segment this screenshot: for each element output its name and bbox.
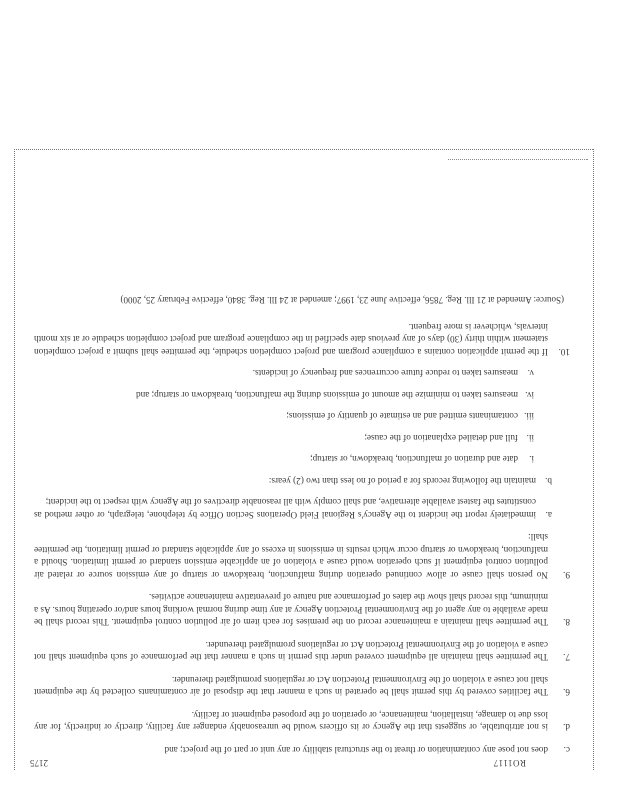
- item-text: does not pose any contamination or threat to the structural stability or any unit or part of the project; and: [164, 745, 548, 755]
- document-body: [34, 295, 570, 757]
- sub-item-number: a.: [545, 510, 552, 520]
- divider: [448, 159, 588, 160]
- item-number: c.: [563, 745, 570, 755]
- list-item: [34, 709, 570, 734]
- sub-item-text: measures taken to minimize the amount of emissions during the malfunction, breakdown or startup; and: [136, 390, 518, 400]
- item-text: No person shall cause or allow continued operation during malfunction, breakdown or startup of any emission source or related air pollution control equipment if such operation would cause a violation of an applicable emission standard or permit limitation. Should a malfunction, breakdown or startup occur which results in emissions in excess of any applicable standard or permit limitation, the permittee shall:: [34, 532, 548, 580]
- sub-item-text: maintain the following records for a period of no less than two (2) years:: [268, 476, 536, 486]
- page-number: 2175: [30, 758, 48, 768]
- sub-item-number: ii.: [526, 433, 534, 443]
- list-item: [34, 591, 570, 629]
- sub-item-number: iii.: [524, 411, 534, 422]
- item-text: If the permit application contains a compliance program and project completion schedule, the permittee shall submit a project completion statement within thirty (30) days of any previous date specified in the compliance program and project completion schedule or at six month intervals, whichever is more frequent.: [34, 322, 548, 357]
- item-number: 9.: [563, 570, 570, 580]
- sub-item-number: b.: [545, 476, 552, 486]
- sub-item: [34, 389, 534, 402]
- sub-item: [34, 432, 534, 445]
- sub-item: [34, 367, 534, 380]
- sub-item: [34, 453, 534, 466]
- page-header-code: RO1117: [493, 758, 526, 768]
- item-text: The facilities covered by this permit shall be operated in such a manner that the disposal of air contaminants collected by the equipment shall not cause a violation of the Environmental Protection Act or regulations promulgated thereunder.: [34, 675, 548, 698]
- item-number: 7.: [563, 652, 570, 663]
- list-item: [34, 674, 570, 699]
- sub-item: [34, 475, 552, 488]
- item-number: 10.: [558, 347, 570, 357]
- sub-item-number: v.: [527, 368, 534, 379]
- sub-item-text: date and duration of malfunction, breakdown, or startup;: [310, 454, 518, 465]
- sub-item-number: i.: [529, 454, 534, 465]
- item-number: 6.: [563, 687, 570, 698]
- list-item: [34, 321, 570, 359]
- item-text: The permittee shall maintain a maintenance record on the premises for each item of air pollution control equipment. This record shall be made available to any agent of the Environmental Protection Agency at any time during normal working hours and/or operating hours. As a minimum, this record shall show the dates of performance and nature of preventative maintenance activities.: [34, 592, 548, 628]
- sub-item: [34, 410, 534, 423]
- item-text: The permittee shall maintain all equipment covered under this permit in such a manner that the performance of such equipment shall not cause a violation of the Environmental Protection Act or regulations promulgated thereunder.: [34, 640, 548, 663]
- sub-item-number: iv.: [525, 390, 534, 400]
- item-text: is not attributable, or suggests that the Agency or its officers would be unreasonably endanger any facility, directly or indirectly, for any loss due to damage, installation, maintenance, or operation of the proposed equipment or facility.: [34, 710, 548, 733]
- sub-item-text: contaminants emitted and an estimate of quantity of emissions;: [286, 411, 518, 422]
- list-item: [34, 639, 570, 664]
- list-item: [34, 744, 570, 757]
- item-number: 8.: [563, 617, 570, 628]
- sub-item-text: measures taken to reduce future occurrences and frequency of incidents.: [252, 368, 518, 379]
- sub-item-text: immediately report the incident to the Agency's Regional Field Operations Section Office by telephone, telegraph, or other method as constitutes the fastest available alternative, and shall comply with all reasonable directives of the Agency with respect to the incident;: [34, 497, 536, 520]
- source-citation: (Source: Amended at 21 Ill. Reg. 7856, effective June 23, 1997; amended at 24 Ill. Reg. 3840, effective February 25, 2000): [120, 295, 564, 306]
- item-number: d.: [563, 722, 570, 733]
- list-item: [34, 531, 570, 581]
- sub-item-text: full and detailed explanation of the cause;: [364, 433, 518, 443]
- sub-item: [34, 496, 552, 521]
